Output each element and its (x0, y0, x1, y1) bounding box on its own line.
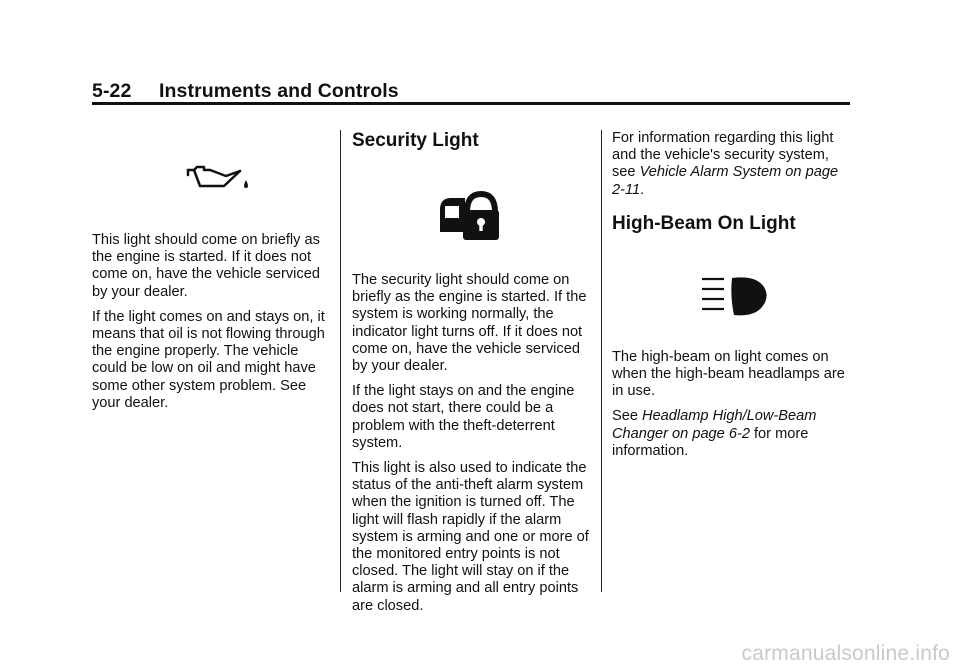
security-paragraph-1: The security light should come on briefly as the engine is started. If the system is working normally, the indicator light turns off. If it does not come on, have the vehicle serviced by your dealer. (352, 272, 587, 375)
vehicle-alarm-reference: Vehicle Alarm System on page 2-11 (612, 164, 839, 198)
headlamp-changer-reference: Headlamp High/Low-Beam Changer on page 6-2 (612, 408, 817, 442)
security-light-heading: Security Light (352, 130, 479, 151)
oil-paragraph-2: If the light comes on and stays on, it means that oil is not flowing through the engine properly. The vehicle could be low on oil and might have some other system problem. See your dealer. (92, 308, 325, 411)
security-paragraph-3: This light is also used to indicate the status of the anti-theft alarm system when the ignition is turned off. The light will flash rapidly if the alarm system is arming and one or more of the monitored entry points is not closed. The light will stay on if the alarm is arming and all entry points are closed. (352, 460, 589, 614)
footer-watermark: carmanualsonline.info (741, 642, 950, 665)
security-paragraph-2: If the light stays on and the engine does not start, there could be a problem with the theft-deterrent system. (352, 383, 575, 451)
page-header-title: 5-22 Instruments and Controls (92, 80, 399, 102)
high-beam-more-info: for more information. (612, 425, 809, 459)
high-beam-heading: High-Beam On Light (612, 212, 796, 234)
security-info-paragraph (612, 130, 852, 199)
security-info-suffix: . (640, 181, 645, 198)
column-divider-2 (601, 130, 602, 592)
security-info-text: For information regarding this light and the vehicle's security system, see (612, 130, 834, 181)
column-divider-1 (340, 130, 341, 592)
high-beam-paragraph-2 (612, 408, 852, 460)
high-beam-icon (700, 275, 770, 319)
header-rule (92, 102, 850, 105)
oil-pressure-icon (182, 158, 252, 198)
high-beam-see-text: See (612, 408, 643, 425)
oil-paragraph-1: This light should come on briefly as the engine is started. If it does not come on, have the vehicle serviced by your dealer. (92, 232, 320, 300)
column-oil (92, 150, 332, 420)
security-lock-icon (437, 188, 501, 244)
column-highbeam (612, 130, 852, 468)
high-beam-paragraph-1: The high-beam on light comes on when the high-beam headlamps are in use. (612, 348, 845, 400)
column-security (352, 130, 590, 623)
